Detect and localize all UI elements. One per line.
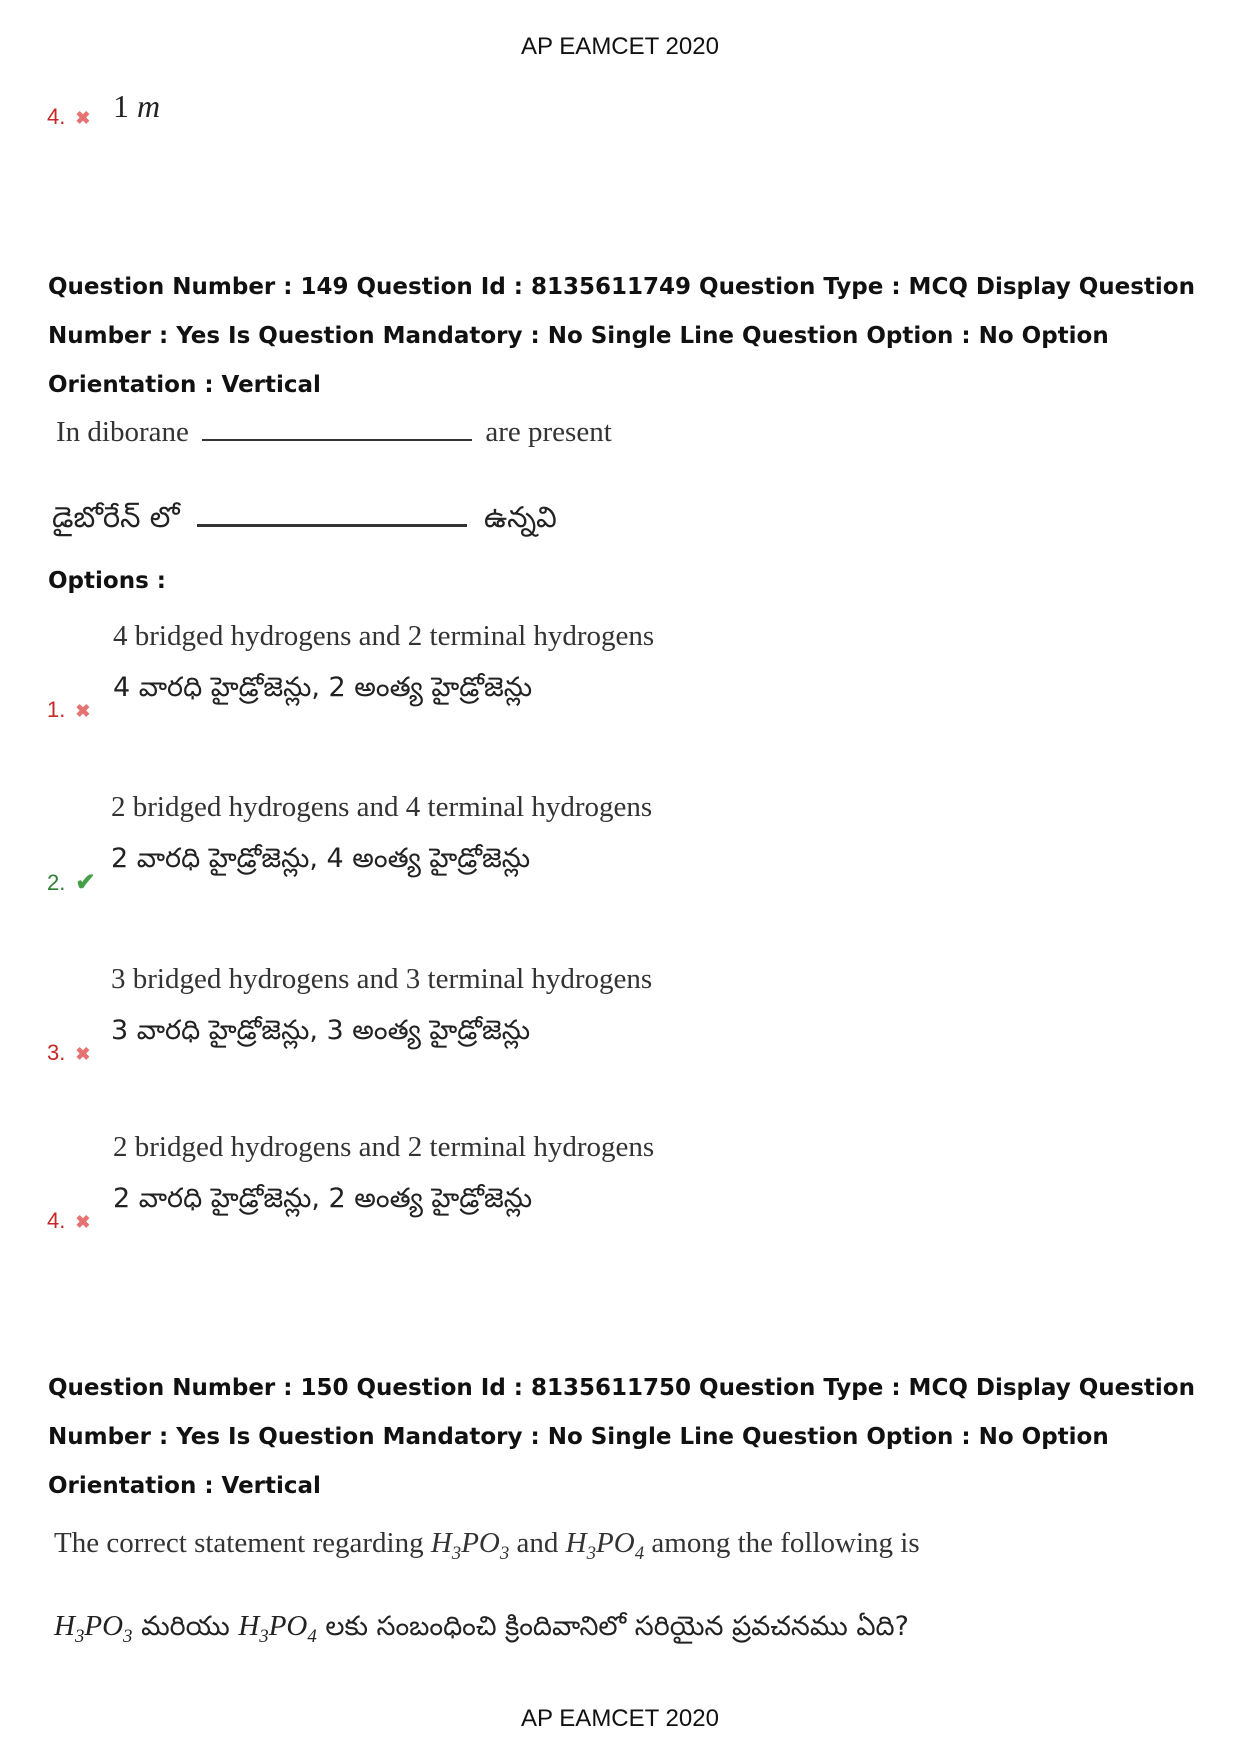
q149-option-3-en: 3 bridged hydrogens and 3 terminal hydrogens <box>111 963 653 995</box>
q149-option-3-number-row <box>47 1040 90 1066</box>
prev-option-4-number-row <box>47 104 90 130</box>
q150-question-en-b: among the following is <box>651 1527 920 1559</box>
q149-option-1-te: 4 వారధి హైడ్రోజెన్లు, 2 అంత్య హైడ్రోజెన్లు <box>113 672 533 703</box>
page-header: AP EAMCET 2020 <box>521 33 719 60</box>
q149-question-en-end: are present <box>485 416 612 448</box>
q149-option-1-number: 1. <box>47 697 66 722</box>
check-icon: ✔ <box>75 869 96 896</box>
q149-meta: Question Number : 149 Question Id : 8135611749 Question Type : MCQ Display Question Number : Yes Is Question Mandatory : No Single Line Question Option : No Option Orientation : Vertical <box>48 274 1195 398</box>
q149-option-4-number: 4. <box>47 1208 66 1233</box>
prev-option-4-unit: m <box>137 88 161 124</box>
q149-question-te-start: డైబోరేన్ లో <box>52 500 180 534</box>
q149-blank-te <box>197 524 467 527</box>
cross-icon: ✖ <box>75 1212 91 1232</box>
prev-option-4-text <box>113 88 160 125</box>
q150-question-te-mid: మరియు <box>141 1611 230 1642</box>
formula-h3po3: $H_3PO_3$ <box>430 1527 510 1564</box>
q150-question-en <box>54 1527 920 1565</box>
q149-question-te <box>52 500 557 542</box>
q149-option-2-number: 2. <box>47 870 66 895</box>
prev-option-4-value: 1 <box>113 88 129 124</box>
q149-question-en <box>56 416 612 449</box>
cross-icon: ✖ <box>75 1044 91 1064</box>
q149-option-3-number: 3. <box>47 1040 66 1065</box>
q149-option-2-en: 2 bridged hydrogens and 4 terminal hydrogens <box>111 791 653 823</box>
formula-h3po4: $H_3PO_4$ <box>565 1527 645 1564</box>
page-footer: AP EAMCET 2020 <box>521 1705 719 1732</box>
q149-question-te-end: ఉన్నవి <box>483 500 557 534</box>
q149-option-3-te: 3 వారధి హైడ్రోజెన్లు, 3 అంత్య హైడ్రోజెన్లు <box>111 1015 531 1046</box>
q149-option-4-en: 2 bridged hydrogens and 2 terminal hydrogens <box>113 1131 655 1163</box>
q149-options-label: Options : <box>48 568 166 594</box>
q149-option-4-te: 2 వారధి హైడ్రోజెన్లు, 2 అంత్య హైడ్రోజెన్లు <box>113 1183 533 1214</box>
cross-icon: ✖ <box>75 701 91 721</box>
q150-question-en-a: The correct statement regarding <box>54 1527 424 1559</box>
cross-icon: ✖ <box>75 108 91 128</box>
q150-question-te <box>54 1610 909 1649</box>
formula-h3po3-te: $H_3PO_3$ <box>54 1610 133 1647</box>
q149-blank <box>202 439 472 441</box>
q150-meta: Question Number : 150 Question Id : 8135611750 Question Type : MCQ Display Question Number : Yes Is Question Mandatory : No Single Line Question Option : No Option Orientation : Vertical <box>48 1375 1195 1499</box>
q149-option-4-number-row <box>47 1208 90 1234</box>
prev-option-4-number: 4. <box>47 104 66 129</box>
q149-option-1-number-row <box>47 697 90 723</box>
formula-h3po4-te: $H_3PO_4$ <box>238 1610 317 1647</box>
q150-question-te-end: లకు సంబంధించి క్రిందివానిలో సరియైన ప్రవచనము ఏది? <box>325 1611 909 1642</box>
q149-option-1-en: 4 bridged hydrogens and 2 terminal hydrogens <box>113 620 655 652</box>
q149-option-2-number-row <box>47 868 95 897</box>
q149-question-en-start: In diborane <box>56 416 189 448</box>
q150-question-en-and: and <box>516 1527 559 1559</box>
q149-option-2-te: 2 వారధి హైడ్రోజెన్లు, 4 అంత్య హైడ్రోజెన్లు <box>111 843 531 874</box>
